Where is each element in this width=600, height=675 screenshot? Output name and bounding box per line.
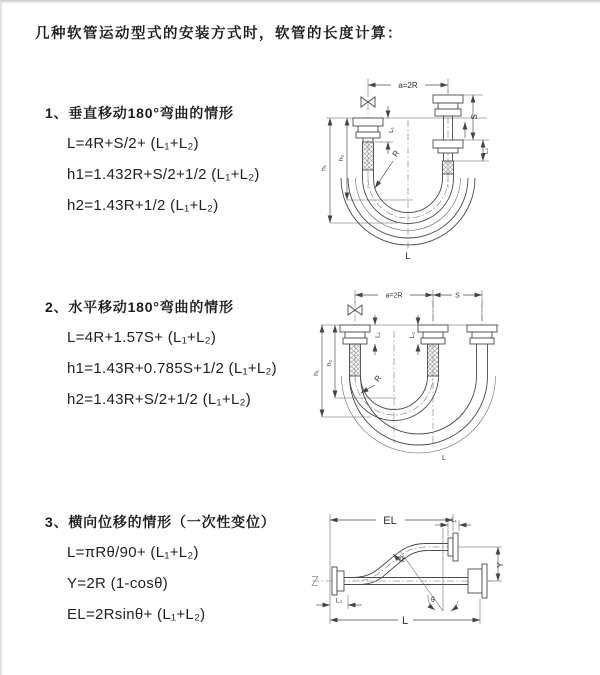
mid-flange-assembly	[418, 325, 448, 376]
diagram-horizontal-180-u-bend	[311, 281, 599, 473]
braided-hose-right	[443, 161, 454, 174]
page-title: 几种软管运动型式的安装方式时，软管的长度计算：	[35, 26, 403, 42]
dim-a2r	[368, 79, 448, 93]
dim-label-l2: L₂	[335, 597, 343, 605]
section2-formula-l: L=4R+1.57S+ (L₁+L₂)	[67, 329, 217, 346]
diagram-vertical-180-u-bend	[313, 66, 598, 266]
dim-label-h2: h₂	[326, 359, 333, 367]
section3-formula-y: Y=2R (1-cosθ)	[67, 575, 169, 592]
braided-hose-left	[350, 344, 361, 376]
section-horizontal-180	[45, 298, 325, 409]
section1-heading: 1、垂直移动180°弯曲的情形	[45, 105, 234, 121]
dim-label-s: S	[470, 114, 479, 120]
dim-label-l: L	[401, 615, 409, 627]
section2-formula-h2: h2=1.43R+S/2+1/2 (L₁+L₂)	[67, 391, 252, 408]
dim-label-h1: h₁	[320, 165, 328, 171]
dim-l1	[375, 315, 382, 355]
dim-label-l1: L₁	[451, 517, 457, 524]
dim-label-a2r: a=2R	[385, 292, 403, 300]
section2-formula-h1: h1=1.43R+0.785S+1/2 (L₁+L₂)	[67, 360, 277, 377]
section3-formula-el: EL=2Rsinθ+ (L₁+L₂)	[67, 606, 206, 623]
radius-leader	[375, 148, 401, 188]
left-flange	[332, 567, 344, 595]
scan-edge-top	[0, 0, 600, 4]
dim-label-y: Y	[496, 562, 505, 568]
section1-formula-h1: h1=1.432R+S/2+1/2 (L₁+L₂)	[67, 166, 260, 183]
dim-label-r: R	[397, 554, 409, 564]
dim-label-l1: L₁	[388, 127, 395, 133]
upper-flange	[448, 533, 458, 561]
right-flange-assembly	[467, 325, 497, 376]
section-vertical-180	[45, 104, 325, 215]
radius-leader	[361, 373, 383, 393]
section3-formula-l: L=πRθ/90+ (L₁+L₂)	[67, 544, 199, 561]
section1-formula-h2: h2=1.43R+1/2 (L₁+L₂)	[67, 197, 219, 214]
s-curve-hose	[352, 544, 453, 585]
dim-label-l: L	[405, 251, 411, 262]
dim-s	[433, 290, 482, 300]
diagram-lateral-displacement	[302, 503, 600, 653]
section2-heading: 2、水平移动180°弯曲的情形	[45, 299, 234, 315]
braided-hose-left	[363, 142, 374, 170]
section-lateral-displacement	[45, 513, 325, 624]
dim-label-l2: L₂	[409, 331, 416, 339]
left-flange-assembly	[353, 118, 383, 178]
dim-label-s: S	[455, 292, 460, 300]
left-flange-assembly	[340, 325, 370, 376]
dim-l2	[409, 315, 418, 355]
dim-label-l2: L₂	[482, 147, 490, 155]
dim-label-h1: h₁	[313, 370, 320, 376]
dim-label-a2r: a=2R	[398, 81, 418, 90]
dim-label-el: EL	[383, 515, 397, 527]
right-flange	[468, 564, 487, 598]
dim-s	[463, 95, 489, 140]
section1-formula-l: L=4R+S/2+ (L₁+L₂)	[67, 135, 199, 152]
dim-label-h2: h₂	[338, 154, 345, 162]
u-bend-arcs	[342, 376, 496, 453]
dim-l2	[316, 595, 362, 609]
braided-hose-mid	[428, 344, 439, 376]
dim-label-r: R	[390, 148, 402, 159]
dim-label-r: R	[372, 373, 384, 384]
dim-label-l: L	[442, 455, 446, 462]
dim-label-theta: θ	[431, 597, 435, 604]
section3-heading: 3、横向位移的情形（一次性变位）	[45, 514, 276, 530]
scan-edge-left	[0, 0, 3, 675]
dim-label-l1: L₁	[374, 332, 382, 338]
